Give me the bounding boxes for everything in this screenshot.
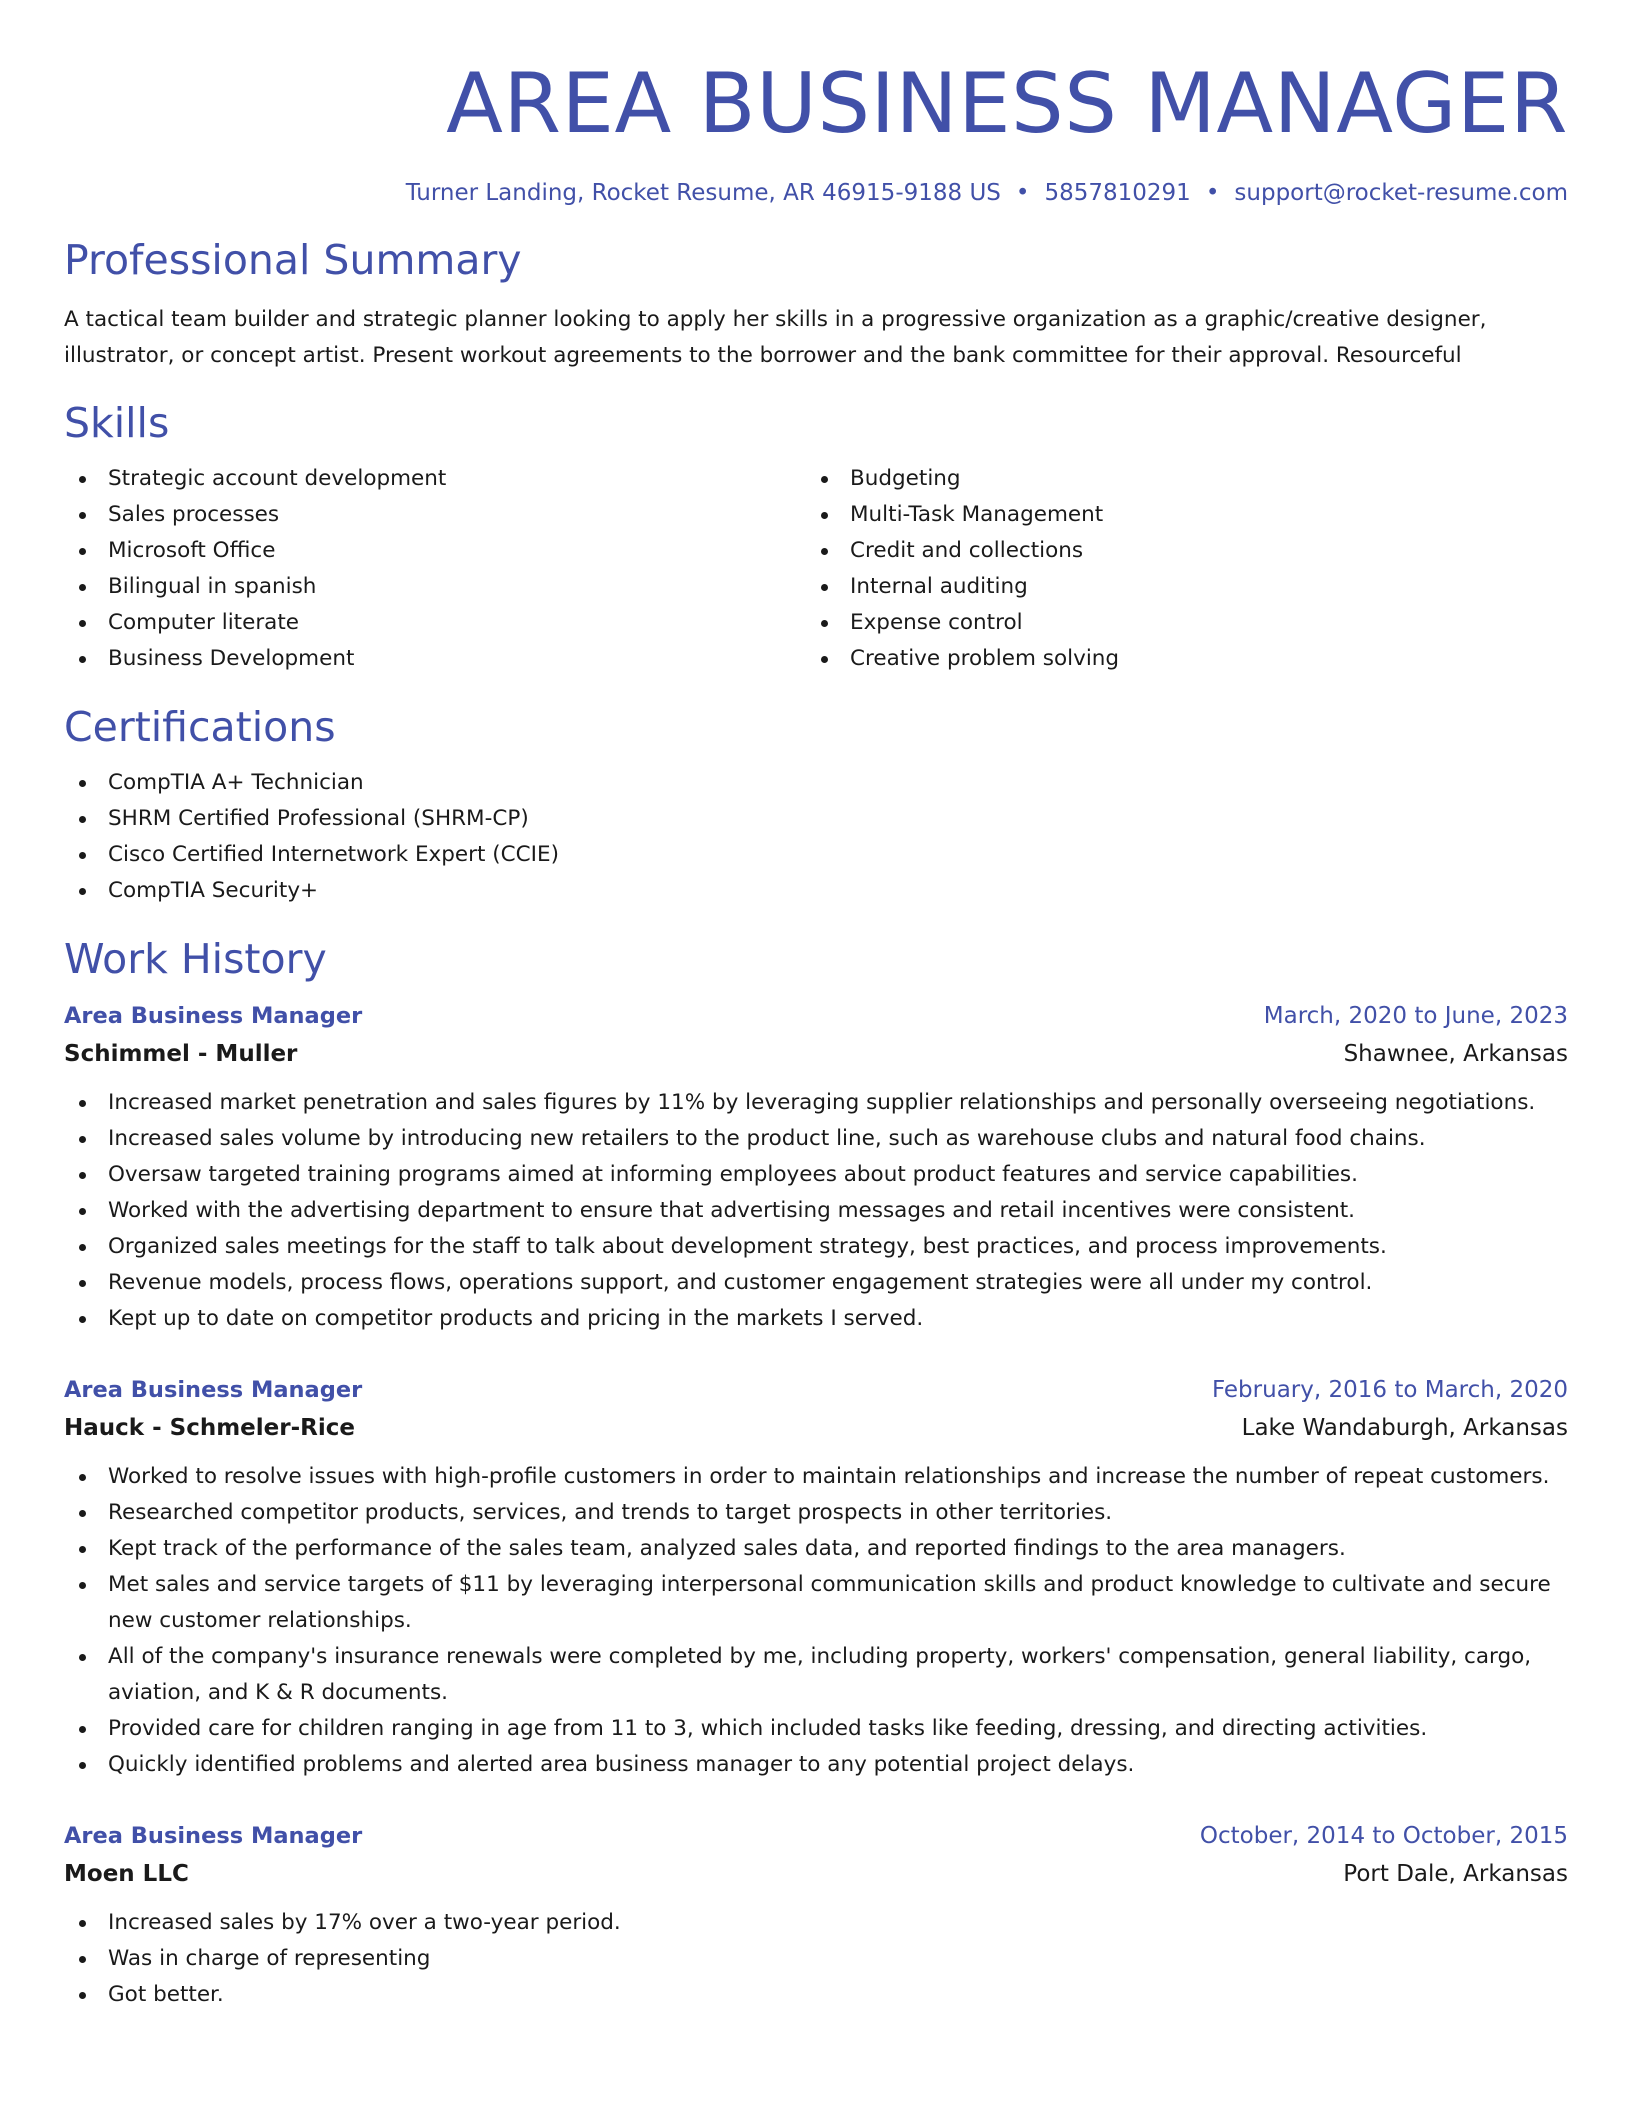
company-name: Moen LLC <box>64 1861 189 1887</box>
skill-item: Creative problem solving <box>806 641 1548 677</box>
skills-section <box>64 397 1568 677</box>
skills-list-right <box>806 461 1548 677</box>
resume-header <box>64 0 1568 210</box>
job-duty: Revenue models, process flows, operations support, and customer engagement strategies were all under my control. <box>64 1265 1568 1301</box>
contact-line <box>64 176 1568 210</box>
skill-item: Computer literate <box>64 605 806 641</box>
skill-item: Bilingual in spanish <box>64 569 806 605</box>
certification-item: CompTIA A+ Technician <box>64 765 1568 801</box>
contact-separator: • <box>1205 180 1220 206</box>
skill-item: Expense control <box>806 605 1548 641</box>
contact-separator: • <box>1015 180 1030 206</box>
job-duty: Researched competitor products, services, and trends to target prospects in other territories. <box>64 1495 1568 1531</box>
job-duty: Increased sales by 17% over a two-year period. <box>64 1905 1568 1941</box>
job-duty: Increased sales volume by introducing new retailers to the product line, such as warehouse clubs and natural food chains. <box>64 1121 1568 1157</box>
job-duty: Got better. <box>64 1977 1568 2013</box>
job-company-row <box>64 1035 1568 1073</box>
skill-item: Sales processes <box>64 497 806 533</box>
job-header-row <box>64 1817 1568 1855</box>
contact-phone[interactable]: 5857810291 <box>1044 180 1191 206</box>
certifications-section <box>64 701 1568 909</box>
job-duty: Worked with the advertising department to ensure that advertising messages and retail incentives were consistent. <box>64 1193 1568 1229</box>
summary-text: A tactical team builder and strategic planner looking to apply her skills in a progressive organization as a graphic/creative designer, illustrator, or concept artist. Present workout agreements to the borrower and the bank committee for their approval. Resourceful <box>64 307 1487 368</box>
job-duty: Quickly identified problems and alerted area business manager to any potential project delays. <box>64 1747 1568 1783</box>
professional-summary-section <box>64 234 1568 373</box>
certification-item: CompTIA Security+ <box>64 873 1568 909</box>
work-history-section <box>64 933 1568 2013</box>
section-title-work-history: Work History <box>64 935 327 983</box>
job-location: Lake Wandaburgh, Arkansas <box>1241 1415 1568 1441</box>
skill-item: Internal auditing <box>806 569 1548 605</box>
job-entry <box>64 1371 1568 1783</box>
job-dates: October, 2014 to October, 2015 <box>1199 1823 1568 1849</box>
job-duty: Provided care for children ranging in age from 11 to 3, which included tasks like feeding, dressing, and directing activities. <box>64 1711 1568 1747</box>
job-header-row <box>64 997 1568 1035</box>
section-title-summary: Professional Summary <box>64 236 522 284</box>
job-company-row <box>64 1855 1568 1893</box>
job-duty: Kept up to date on competitor products and pricing in the markets I served. <box>64 1301 1568 1337</box>
certification-item: SHRM Certified Professional (SHRM-CP) <box>64 801 1568 837</box>
section-title-skills: Skills <box>64 399 170 447</box>
job-title: Area Business Manager <box>64 1823 363 1849</box>
job-entry <box>64 997 1568 1337</box>
job-duty: Was in charge of representing <box>64 1941 1568 1977</box>
job-title: Area Business Manager <box>64 1377 363 1403</box>
job-duties-list <box>64 1459 1568 1783</box>
job-duty: Worked to resolve issues with high-profile customers in order to maintain relationships and increase the number of repeat customers. <box>64 1459 1568 1495</box>
job-duty: Organized sales meetings for the staff to talk about development strategy, best practices, and process improvements. <box>64 1229 1568 1265</box>
contact-address: Turner Landing, Rocket Resume, AR 46915-9188 US <box>405 180 1001 206</box>
section-title-certifications: Certifications <box>64 703 336 751</box>
job-duty: Met sales and service targets of $11 by leveraging interpersonal communication skills and product knowledge to cultivate and secure new customer relationships. <box>64 1567 1568 1639</box>
skill-item: Microsoft Office <box>64 533 806 569</box>
job-location: Port Dale, Arkansas <box>1343 1861 1568 1887</box>
certifications-list <box>64 765 1568 909</box>
job-duty: All of the company's insurance renewals were completed by me, including property, workers' compensation, general liability, cargo, aviation, and K & R documents. <box>64 1639 1568 1711</box>
skills-list-left <box>64 461 806 677</box>
job-header-row <box>64 1371 1568 1409</box>
candidate-name: AREA BUSINESS MANAGER <box>446 55 1568 152</box>
job-entry <box>64 1817 1568 2013</box>
job-duty: Oversaw targeted training programs aimed at informing employees about product features and service capabilities. <box>64 1157 1568 1193</box>
skill-item: Business Development <box>64 641 806 677</box>
contact-email[interactable]: support@rocket-resume.com <box>1234 180 1568 206</box>
skills-columns <box>64 461 1568 677</box>
job-company-row <box>64 1409 1568 1447</box>
job-duties-list <box>64 1905 1568 2013</box>
job-location: Shawnee, Arkansas <box>1343 1041 1568 1067</box>
certification-item: Cisco Certified Internetwork Expert (CCIE) <box>64 837 1568 873</box>
job-title: Area Business Manager <box>64 1003 363 1029</box>
skill-item: Budgeting <box>806 461 1548 497</box>
skill-item: Strategic account development <box>64 461 806 497</box>
job-duties-list <box>64 1085 1568 1337</box>
company-name: Schimmel - Muller <box>64 1041 298 1067</box>
company-name: Hauck - Schmeler-Rice <box>64 1415 355 1441</box>
job-dates: February, 2016 to March, 2020 <box>1211 1377 1568 1403</box>
job-duty: Increased market penetration and sales figures by 11% by leveraging supplier relationships and personally overseeing negotiations. <box>64 1085 1568 1121</box>
job-dates: March, 2020 to June, 2023 <box>1263 1003 1568 1029</box>
skill-item: Multi-Task Management <box>806 497 1548 533</box>
skill-item: Credit and collections <box>806 533 1548 569</box>
job-duty: Kept track of the performance of the sales team, analyzed sales data, and reported findings to the area managers. <box>64 1531 1568 1567</box>
